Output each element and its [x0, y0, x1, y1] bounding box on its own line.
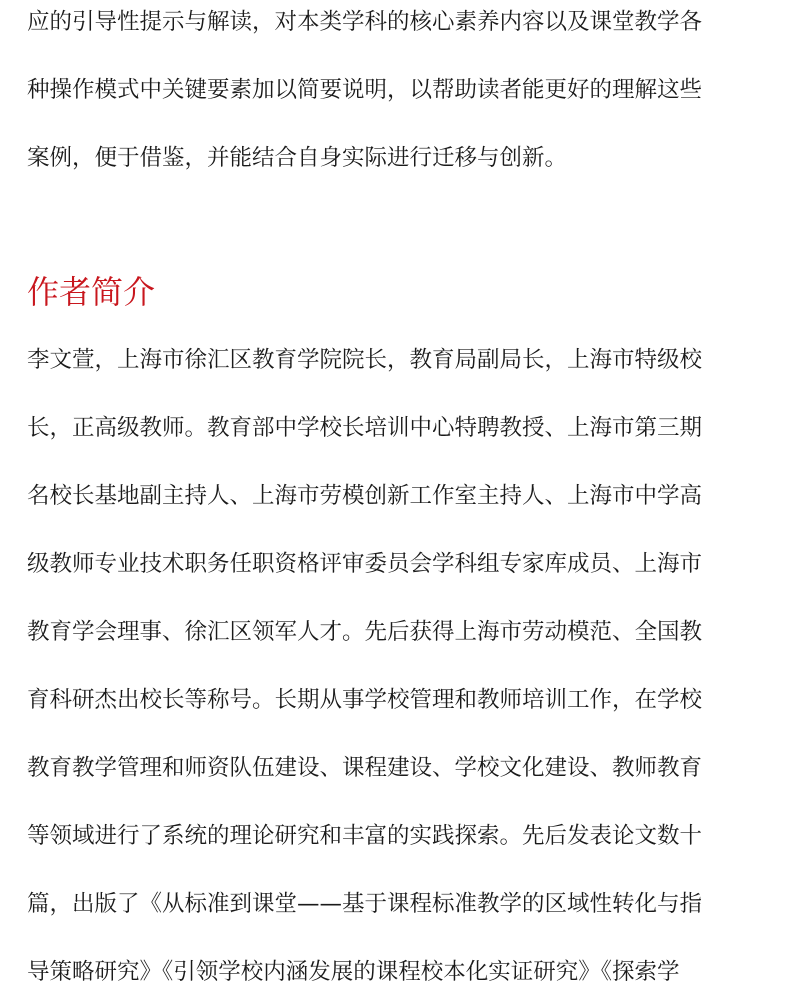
intro-line: 种操作模式中关键要素加以简要说明，以帮助读者能更好的理解这些 — [27, 77, 703, 103]
intro-paragraph — [27, 0, 767, 192]
intro-line: 应的引导性提示与解读，对本类学科的核心素养内容以及课堂教学各 — [27, 9, 703, 35]
bio-line: 名校长基地副主持人、上海市劳模创新工作室主持人、上海市中学高 — [27, 483, 703, 509]
bio-line: 篇，出版了《从标准到课堂——基于课程标准教学的区域性转化与指 — [27, 891, 703, 917]
bio-line: 等领域进行了系统的理论研究和丰富的实践探索。先后发表论文数十 — [27, 823, 703, 849]
bio-line: 导策略研究》《引领学校内涵发展的课程校本化实证研究》《探索学 — [27, 959, 680, 985]
intro-line: 案例，便于借鉴，并能结合自身实际进行迁移与创新。 — [27, 145, 568, 171]
bio-line: 育科研杰出校长等称号。长期从事学校管理和教师培训工作，在学校 — [27, 687, 703, 713]
section-heading-author-intro: 作者简介 — [27, 273, 156, 311]
bio-line: 李文萱，上海市徐汇区教育学院院长，教育局副局长，上海市特级校 — [27, 347, 703, 373]
bio-line: 教育学会理事、徐汇区领军人才。先后获得上海市劳动模范、全国教 — [27, 619, 703, 645]
author-bio-paragraph — [27, 326, 767, 999]
bio-line: 级教师专业技术职务任职资格评审委员会学科组专家库成员、上海市 — [27, 551, 703, 577]
bio-line: 长，正高级教师。教育部中学校长培训中心特聘教授、上海市第三期 — [27, 415, 703, 441]
bio-line: 教育教学管理和师资队伍建设、课程建设、学校文化建设、教师教育 — [27, 755, 703, 781]
